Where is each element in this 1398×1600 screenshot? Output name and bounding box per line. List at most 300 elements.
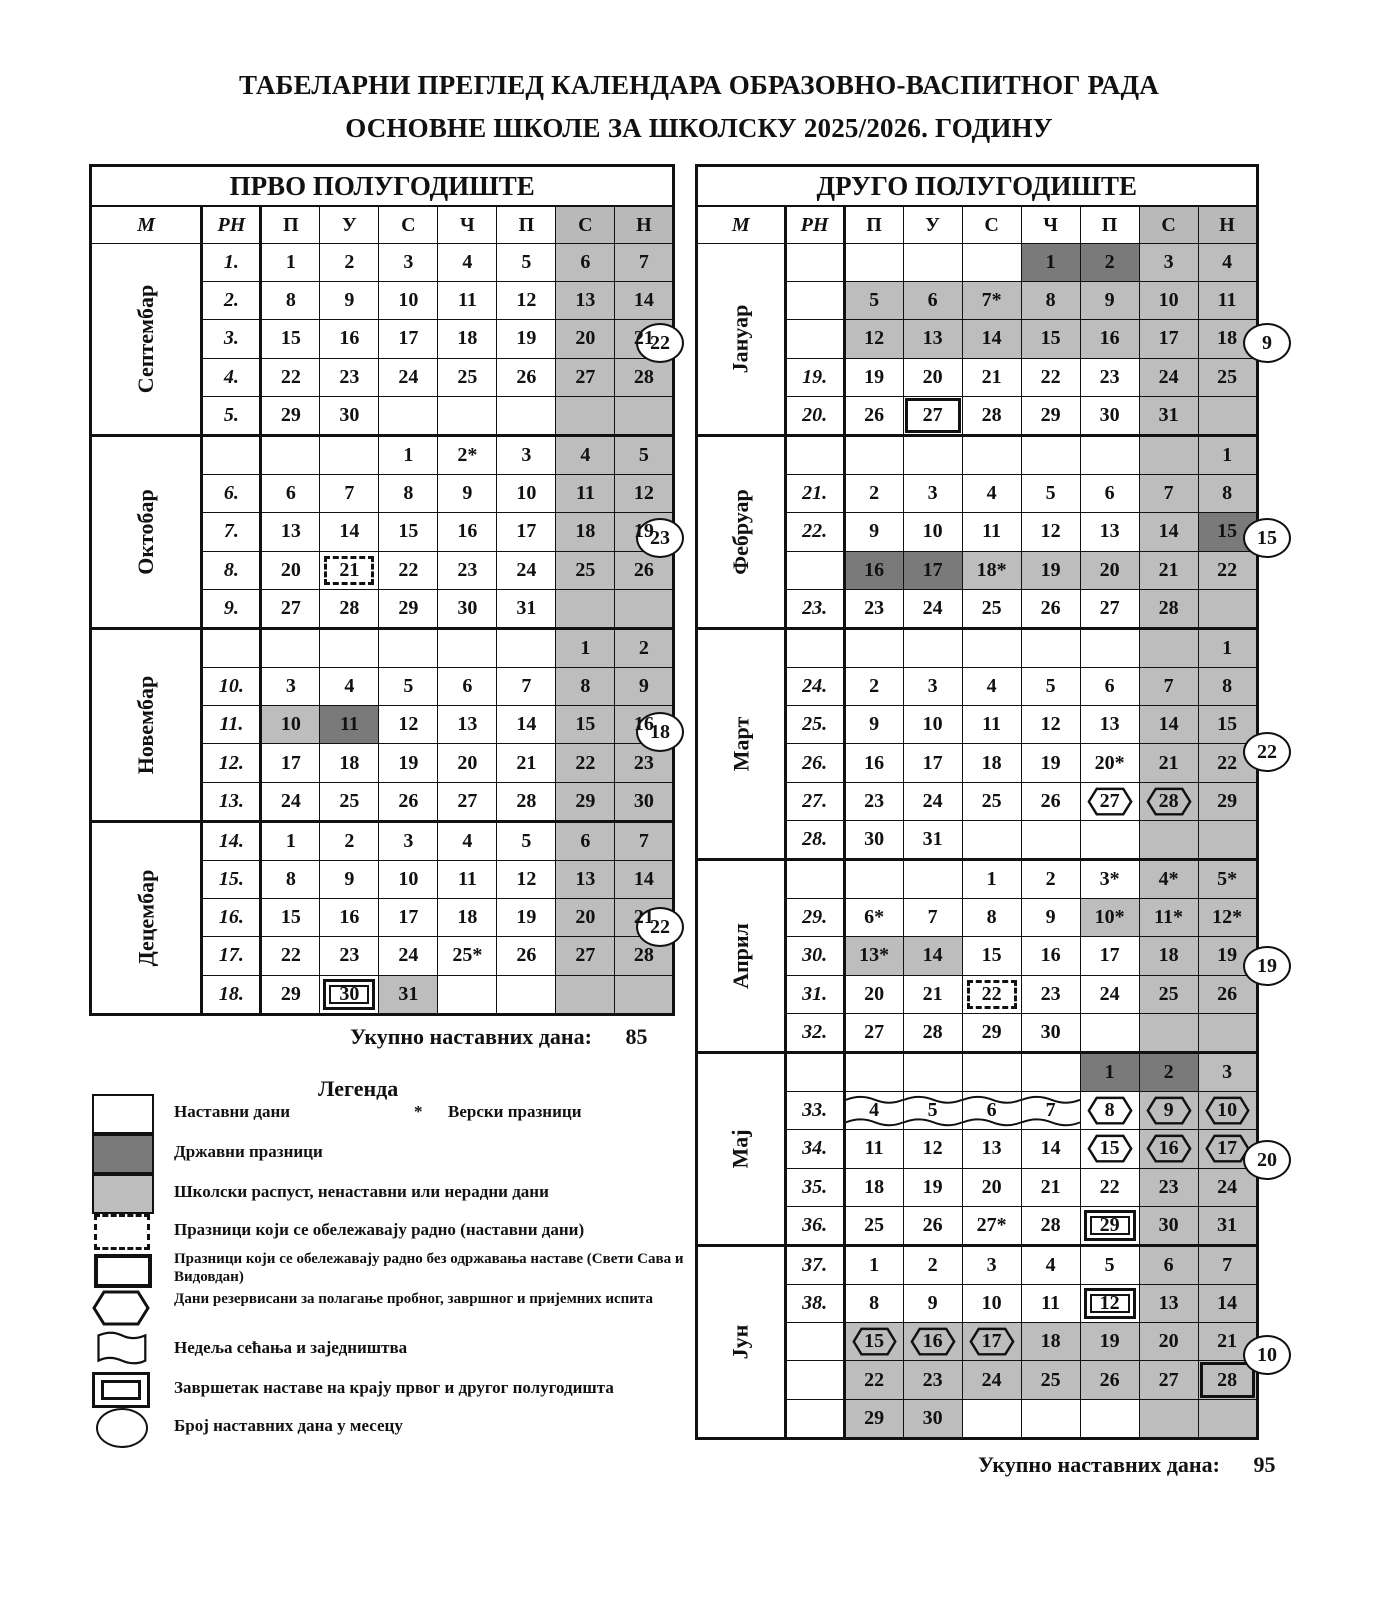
day-cell (1139, 860, 1198, 899)
day-cell (261, 513, 320, 551)
day-cell (962, 1168, 1021, 1206)
day-number: 19 (1217, 944, 1238, 967)
day-number: 18 (864, 1175, 885, 1198)
day-cell (1021, 475, 1080, 513)
day-cell (320, 475, 379, 513)
day-cell (844, 1285, 903, 1323)
day-number: 1 (580, 636, 591, 659)
column-header: М (91, 206, 202, 244)
day-number: 28 (1158, 596, 1179, 619)
day-cell (615, 358, 674, 396)
week-number (785, 551, 844, 589)
day-number: 24 (922, 789, 943, 812)
day-cell (320, 589, 379, 628)
column-header: Н (615, 206, 674, 244)
day-cell (844, 1323, 903, 1361)
day-cell (1080, 937, 1139, 975)
day-cell (320, 628, 379, 667)
day-cell (1021, 820, 1080, 859)
month-label (91, 821, 202, 1014)
week-number (785, 1323, 844, 1361)
day-number: 31 (1217, 1213, 1238, 1236)
day-cell (903, 937, 962, 975)
day-cell (1080, 358, 1139, 396)
day-number: 1 (869, 1253, 880, 1276)
day-number: 22 (1217, 751, 1238, 774)
day-number: 3 (1222, 1061, 1233, 1084)
day-cell (438, 320, 497, 358)
day-number: 7 (1045, 1099, 1056, 1122)
day-cell (1080, 744, 1139, 782)
month-name: Јануар (727, 304, 753, 374)
day-cell (903, 282, 962, 320)
day-cell (962, 589, 1021, 628)
day-cell (1139, 1013, 1198, 1052)
legend-text: Број наставних дана у месецу (174, 1416, 403, 1435)
day-number: 10* (1094, 906, 1125, 929)
day-cell (556, 320, 615, 358)
day-cell (497, 937, 556, 975)
day-cell (844, 320, 903, 358)
day-cell (1080, 1130, 1139, 1168)
day-number: 21 (922, 982, 943, 1005)
day-cell (438, 706, 497, 744)
total-label: Укупно наставних дана: (350, 1024, 592, 1049)
day-number: 22 (1040, 365, 1061, 388)
day-cell (1021, 744, 1080, 782)
day-number: 4 (986, 675, 997, 698)
week-number (785, 628, 844, 667)
month-teaching-days: 22 (636, 907, 684, 947)
day-number: 20 (864, 982, 885, 1005)
day-cell (1198, 1285, 1257, 1323)
day-number: 5 (1104, 1253, 1115, 1276)
day-cell (844, 1130, 903, 1168)
day-number: 12* (1212, 906, 1243, 929)
legend-double-box (92, 1372, 150, 1408)
day-cell (379, 628, 438, 667)
week-number: 33. (785, 1092, 844, 1130)
day-cell (261, 396, 320, 435)
day-number: 20 (575, 906, 596, 929)
column-header: Ч (438, 206, 497, 244)
day-cell (962, 396, 1021, 435)
second-semester-total (978, 1452, 1275, 1478)
day-number: 9 (344, 289, 355, 312)
day-number: 19 (1099, 1330, 1120, 1353)
day-cell (438, 358, 497, 396)
day-number: 4 (869, 1099, 880, 1122)
day-cell (844, 513, 903, 551)
day-number: 8 (986, 906, 997, 929)
day-number: 25 (1217, 365, 1238, 388)
day-cell (1080, 244, 1139, 282)
day-cell (1198, 396, 1257, 435)
day-cell (497, 396, 556, 435)
day-number: 27 (1099, 789, 1120, 812)
day-cell (962, 899, 1021, 937)
day-cell (1139, 358, 1198, 396)
day-cell (1021, 706, 1080, 744)
week-row (91, 821, 674, 860)
day-number: 3 (1163, 251, 1174, 274)
day-number: 16 (922, 1330, 943, 1353)
day-cell (1198, 589, 1257, 628)
column-header: С (379, 206, 438, 244)
day-cell (438, 396, 497, 435)
day-cell (962, 1052, 1021, 1091)
day-cell (556, 396, 615, 435)
day-number: 1 (285, 829, 296, 852)
day-number: 30 (339, 982, 360, 1005)
semester-title: ДРУГО ПОЛУГОДИШТЕ (697, 166, 1258, 207)
day-cell (962, 668, 1021, 706)
day-number: 12 (398, 713, 419, 736)
day-cell (844, 1206, 903, 1245)
month-label (697, 1245, 786, 1438)
day-cell (556, 513, 615, 551)
day-cell (438, 589, 497, 628)
day-cell (1198, 782, 1257, 820)
day-cell (903, 860, 962, 899)
month-teaching-days: 20 (1243, 1140, 1291, 1180)
week-number: 14. (202, 821, 261, 860)
day-number: 6 (285, 482, 296, 505)
day-number: 11 (982, 520, 1002, 543)
day-cell (438, 861, 497, 899)
day-number: 25 (339, 789, 360, 812)
month-teaching-days: 23 (636, 518, 684, 558)
day-cell (903, 744, 962, 782)
day-cell (962, 320, 1021, 358)
day-number: 19 (922, 1175, 943, 1198)
day-number: 19 (516, 906, 537, 929)
day-number: 1 (1222, 444, 1233, 467)
day-cell (903, 975, 962, 1013)
total-label: Укупно наставних дана: (978, 1452, 1220, 1477)
day-cell (1080, 1285, 1139, 1323)
day-cell (962, 975, 1021, 1013)
day-number: 21 (516, 751, 537, 774)
day-cell (497, 744, 556, 782)
day-cell (1139, 435, 1198, 474)
day-cell (1139, 937, 1198, 975)
day-cell (844, 475, 903, 513)
day-number: 7 (1163, 675, 1174, 698)
day-cell (844, 782, 903, 820)
day-number: 5 (403, 675, 414, 698)
day-cell (497, 975, 556, 1014)
day-number: 4 (1045, 1253, 1056, 1276)
day-number: 27 (575, 365, 596, 388)
day-cell (1080, 282, 1139, 320)
day-number: 20 (457, 751, 478, 774)
day-number: 24 (398, 365, 419, 388)
day-number: 15 (981, 944, 1002, 967)
month-name: Децембар (133, 869, 159, 967)
day-number: 10 (1217, 1099, 1238, 1122)
month-label (91, 244, 202, 436)
day-number: 8 (1222, 482, 1233, 505)
day-cell (903, 899, 962, 937)
day-cell (1080, 551, 1139, 589)
day-cell (379, 668, 438, 706)
day-number: 22 (280, 944, 301, 967)
day-cell (962, 1361, 1021, 1399)
day-number: 5 (1045, 675, 1056, 698)
day-cell (1198, 975, 1257, 1013)
day-cell (261, 706, 320, 744)
day-cell (844, 1168, 903, 1206)
day-cell (1080, 975, 1139, 1013)
day-cell (615, 782, 674, 821)
day-cell (844, 435, 903, 474)
week-number (785, 1052, 844, 1091)
day-cell (1198, 1245, 1257, 1284)
day-cell (497, 551, 556, 589)
day-cell (320, 782, 379, 821)
day-cell (844, 244, 903, 282)
day-number: 18 (1217, 327, 1238, 350)
day-cell (903, 475, 962, 513)
legend-dashed-box (94, 1214, 150, 1250)
day-number: 21 (633, 906, 654, 929)
day-number: 17 (922, 751, 943, 774)
day-number: 20 (280, 558, 301, 581)
day-cell (903, 628, 962, 667)
total-value: 95 (1253, 1452, 1276, 1477)
day-cell (261, 975, 320, 1014)
column-header: С (962, 206, 1021, 244)
day-number: 8 (285, 289, 296, 312)
day-number: 16 (633, 713, 654, 736)
day-cell (261, 475, 320, 513)
day-cell (1080, 435, 1139, 474)
month-label (91, 435, 202, 628)
day-number: 26 (516, 944, 537, 967)
day-cell (556, 744, 615, 782)
day-number: 6 (580, 829, 591, 852)
day-number: 26 (922, 1213, 943, 1236)
day-number: 23 (457, 558, 478, 581)
day-number: 25 (1158, 982, 1179, 1005)
month-label (697, 628, 786, 859)
day-cell (320, 551, 379, 589)
day-cell (497, 513, 556, 551)
week-number: 32. (785, 1013, 844, 1052)
day-number: 29 (1099, 1213, 1120, 1236)
day-number: 9 (1104, 289, 1115, 312)
day-number: 14 (922, 944, 943, 967)
week-number: 30. (785, 937, 844, 975)
day-number: 29 (1040, 403, 1061, 426)
day-number: 2 (1045, 868, 1056, 891)
day-number: 20 (1099, 558, 1120, 581)
week-number: 36. (785, 1206, 844, 1245)
day-cell (1021, 1168, 1080, 1206)
day-cell (556, 821, 615, 860)
day-number: 19 (864, 365, 885, 388)
day-number: 7 (1222, 1253, 1233, 1276)
day-cell (1080, 396, 1139, 435)
day-number: 24 (981, 1368, 1002, 1391)
day-number: 5 (927, 1099, 938, 1122)
day-number: 1 (285, 251, 296, 274)
day-number: 7 (927, 906, 938, 929)
week-row (91, 435, 674, 474)
day-cell (844, 396, 903, 435)
day-cell (1139, 1092, 1198, 1130)
day-cell (903, 668, 962, 706)
day-cell (438, 744, 497, 782)
day-number: 24 (922, 596, 943, 619)
day-cell (962, 1013, 1021, 1052)
day-cell (1139, 975, 1198, 1013)
day-number: 10 (280, 713, 301, 736)
day-cell (903, 1206, 962, 1245)
day-number: 21 (633, 327, 654, 350)
day-number: 9 (462, 482, 473, 505)
month-name: Мај (727, 1129, 753, 1169)
day-cell (1080, 706, 1139, 744)
day-cell (379, 244, 438, 282)
day-number: 10 (922, 520, 943, 543)
day-number: 18 (457, 327, 478, 350)
month-teaching-days: 22 (636, 323, 684, 363)
day-number: 24 (280, 789, 301, 812)
day-cell (962, 1092, 1021, 1130)
day-cell (1198, 1013, 1257, 1052)
week-number: 6. (202, 475, 261, 513)
day-number: 22 (280, 365, 301, 388)
day-number: 17 (1217, 1137, 1238, 1160)
day-cell (320, 513, 379, 551)
total-value: 85 (625, 1024, 648, 1049)
day-number: 23 (864, 596, 885, 619)
day-cell (497, 435, 556, 474)
day-number: 26 (1040, 789, 1061, 812)
week-row (697, 1245, 1258, 1284)
day-cell (1139, 244, 1198, 282)
day-number: 2 (638, 636, 649, 659)
day-number: 20 (981, 1175, 1002, 1198)
day-number: 14 (339, 520, 360, 543)
day-number: 24 (1158, 365, 1179, 388)
day-number: 17 (280, 751, 301, 774)
day-cell (320, 396, 379, 435)
day-number: 21 (339, 558, 360, 581)
day-number: 4 (1222, 251, 1233, 274)
day-cell (1139, 282, 1198, 320)
day-number: 16 (457, 520, 478, 543)
day-cell (438, 937, 497, 975)
month-label (697, 1052, 786, 1245)
first-semester-table (89, 164, 675, 1016)
day-cell (903, 1399, 962, 1438)
legend-hexagon (92, 1290, 150, 1326)
day-number: 28 (633, 944, 654, 967)
week-row (91, 628, 674, 667)
day-cell (844, 282, 903, 320)
day-cell (615, 244, 674, 282)
day-number: 11 (457, 289, 477, 312)
day-number: 24 (1099, 982, 1120, 1005)
day-number: 29 (280, 982, 301, 1005)
day-number: 23 (922, 1368, 943, 1391)
day-cell (497, 589, 556, 628)
week-number: 20. (785, 396, 844, 435)
week-row (697, 860, 1258, 899)
day-cell (438, 668, 497, 706)
day-cell (1139, 782, 1198, 820)
day-cell (844, 1013, 903, 1052)
day-cell (1080, 1323, 1139, 1361)
day-number: 18 (339, 751, 360, 774)
day-cell (844, 1361, 903, 1399)
day-cell (1080, 668, 1139, 706)
day-cell (1080, 860, 1139, 899)
month-teaching-days: 18 (636, 712, 684, 752)
day-number: 7 (344, 482, 355, 505)
day-number: 22 (398, 558, 419, 581)
day-cell (903, 358, 962, 396)
day-number: 21 (981, 365, 1002, 388)
day-cell (497, 861, 556, 899)
day-cell (903, 1361, 962, 1399)
day-number: 4 (344, 675, 355, 698)
day-number: 9 (1045, 906, 1056, 929)
day-number: 28 (339, 596, 360, 619)
legend-text: Празници који се обележавају радно без одржавања наставе (Свети Сава и Видовдан) (174, 1251, 684, 1285)
day-number: 16 (864, 558, 885, 581)
day-number: 8 (1222, 675, 1233, 698)
day-cell (1080, 1245, 1139, 1284)
month-label (91, 628, 202, 821)
day-number: 22 (981, 982, 1002, 1005)
day-cell (379, 975, 438, 1014)
day-cell (556, 551, 615, 589)
day-number: 6* (864, 906, 885, 929)
day-number: 29 (398, 596, 419, 619)
day-number: 28 (516, 789, 537, 812)
day-number: 9 (869, 713, 880, 736)
day-cell (844, 820, 903, 859)
day-number: 26 (1099, 1368, 1120, 1391)
week-number: 18. (202, 975, 261, 1014)
day-number: 31 (516, 596, 537, 619)
day-cell (438, 551, 497, 589)
day-cell (615, 589, 674, 628)
day-cell (379, 358, 438, 396)
day-number: 18 (457, 906, 478, 929)
day-number: 28 (1217, 1368, 1238, 1391)
day-cell (1021, 513, 1080, 551)
day-number: 11 (457, 868, 477, 891)
legend-text: Наставни дани (174, 1102, 291, 1121)
legend-text: Државни празници (174, 1142, 323, 1161)
day-cell (1021, 975, 1080, 1013)
week-number (785, 1361, 844, 1399)
day-number: 25 (457, 365, 478, 388)
day-number: 1 (986, 868, 997, 891)
day-number: 28 (922, 1020, 943, 1043)
week-row (697, 244, 1258, 282)
day-cell (962, 628, 1021, 667)
day-number: 15 (1217, 713, 1238, 736)
day-number: 18 (1158, 944, 1179, 967)
day-number: 5 (869, 289, 880, 312)
day-number: 31 (922, 827, 943, 850)
